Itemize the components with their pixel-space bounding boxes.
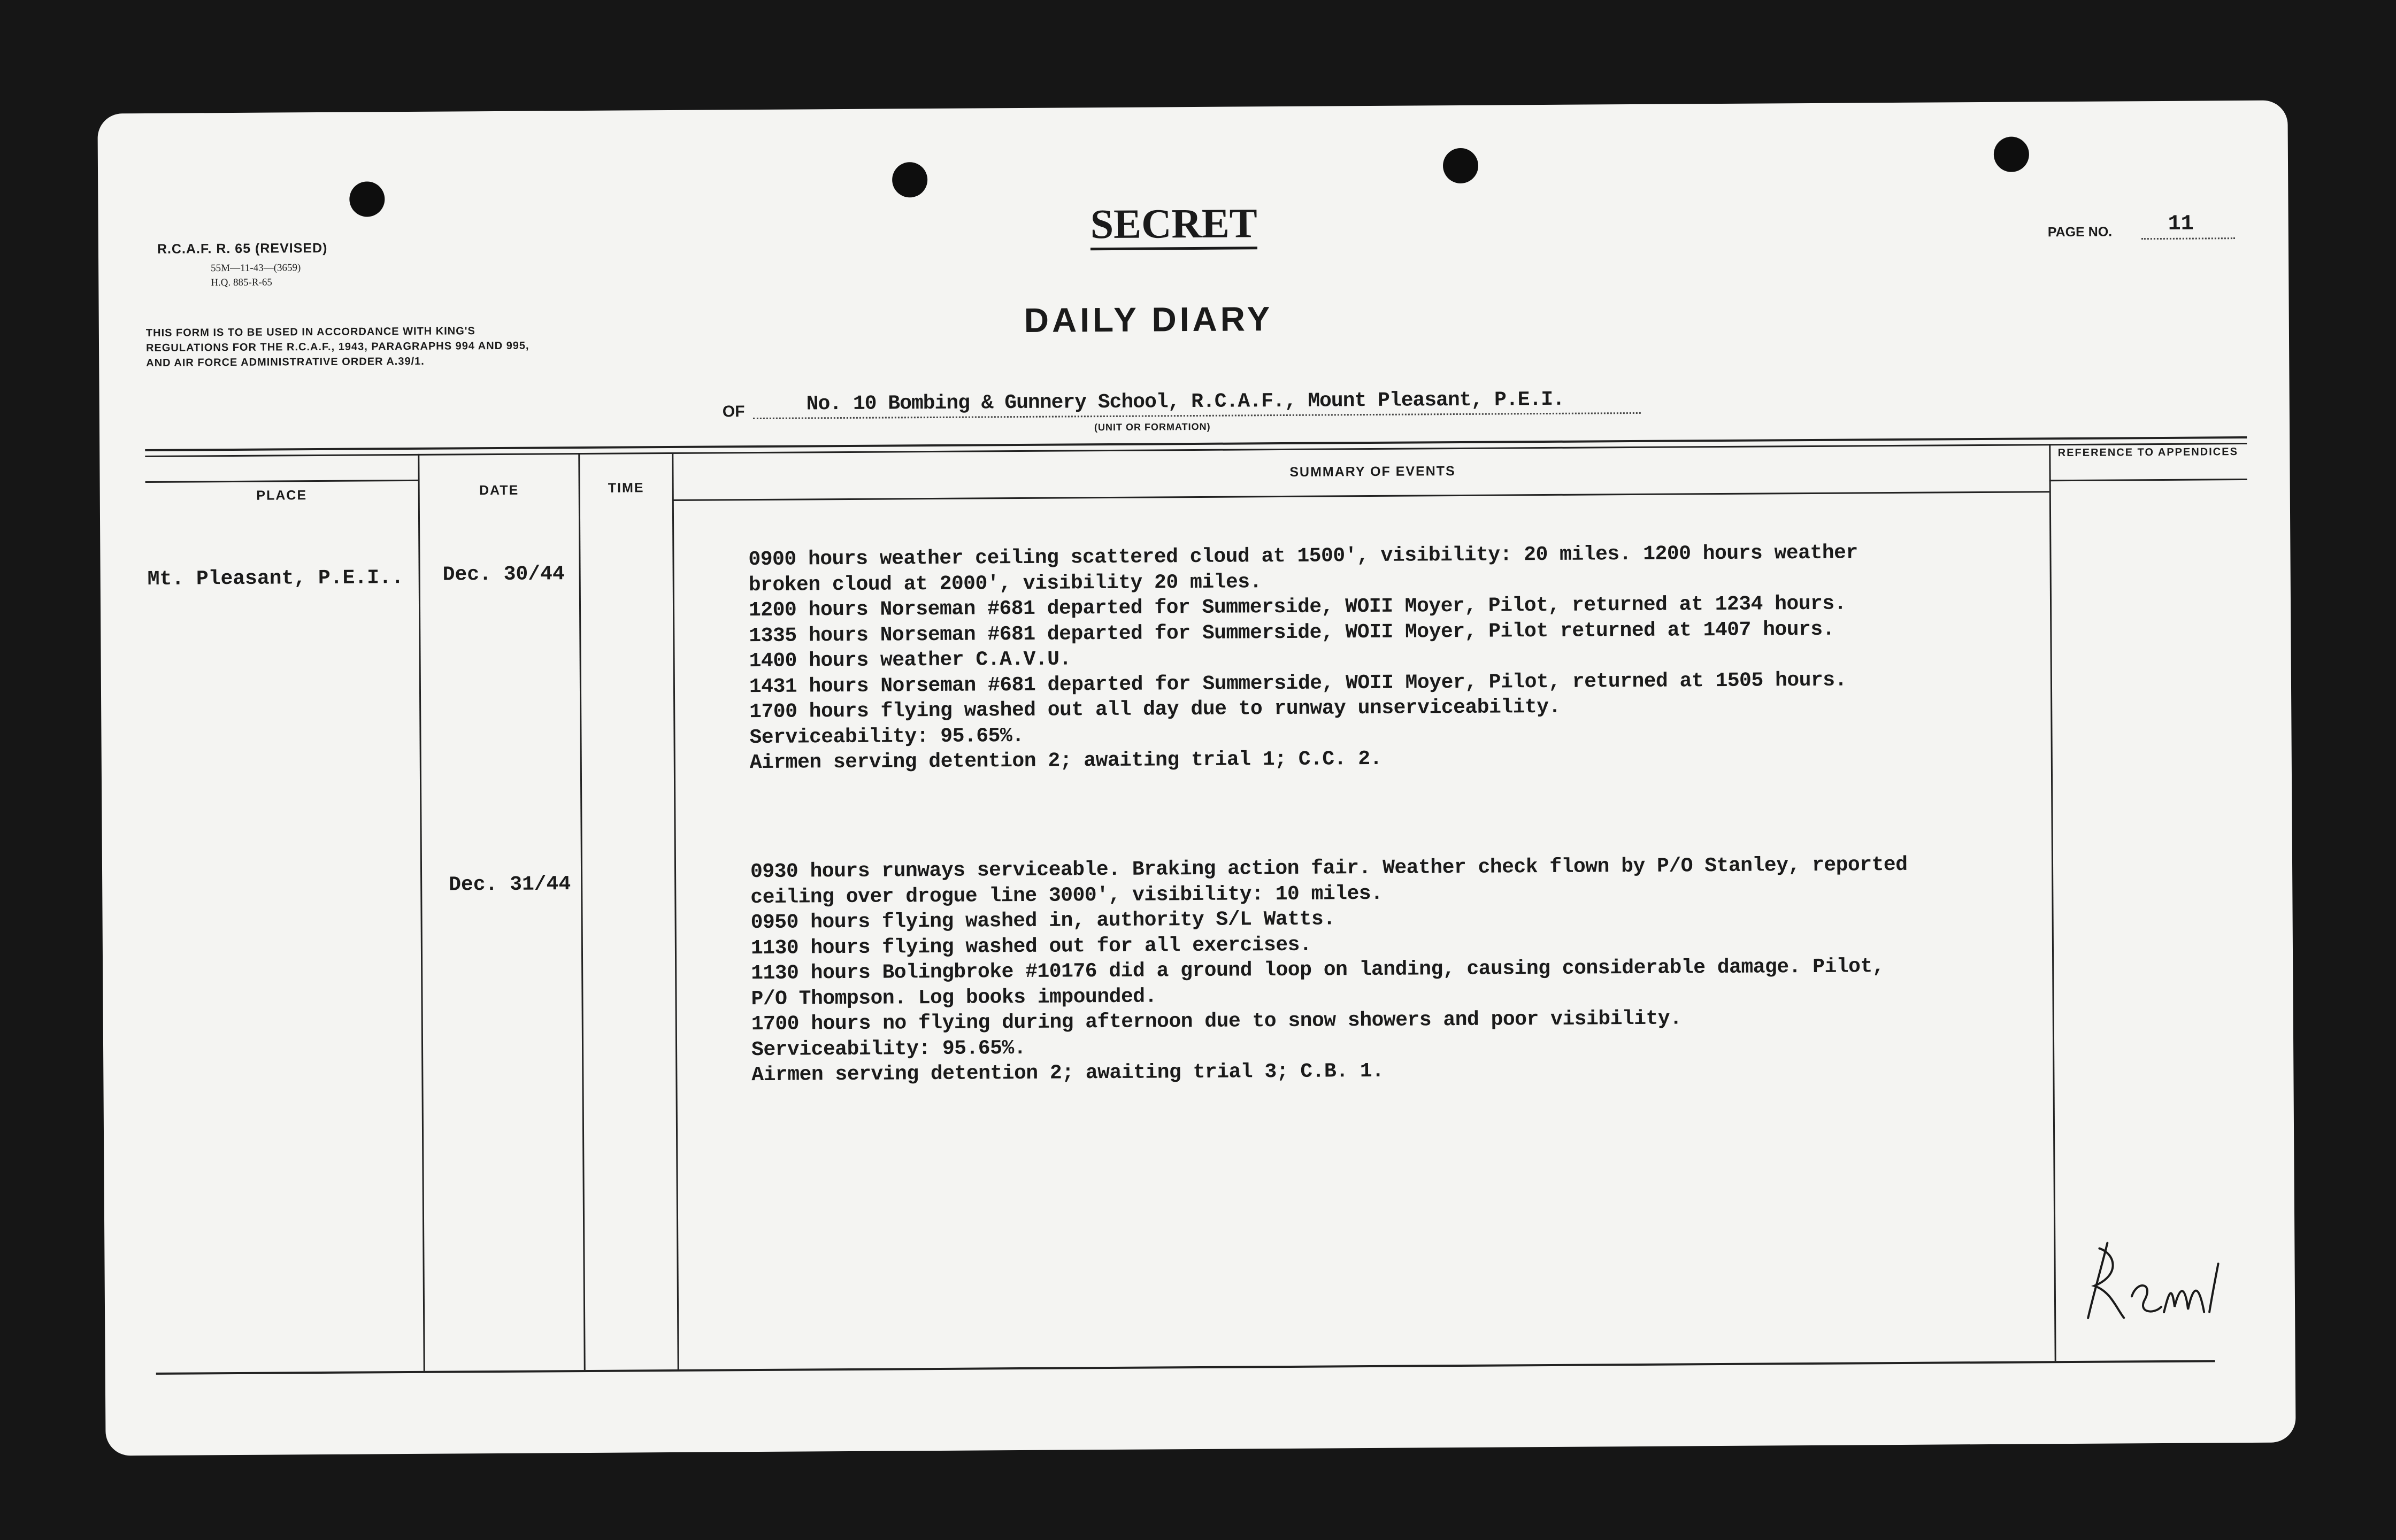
column-header-time: TIME	[608, 480, 644, 496]
summary-line: Serviceability: 95.65%.	[749, 724, 1024, 749]
form-code: 55M—11-43—(3659)	[211, 262, 301, 274]
summary-line: 0900 hours weather ceiling scattered cloud at 1500', visibility: 20 miles. 1200 hours weather	[748, 541, 1858, 572]
summary-line: 0930 hours runways serviceable. Braking action fair. Weather check flown by P/O Stanley, reported	[750, 853, 1908, 884]
unit-name: No. 10 Bombing & Gunnery School, R.C.A.F., Mount Pleasant, P.E.I.	[806, 388, 1565, 416]
page-title: DAILY DIARY	[1024, 299, 1273, 340]
column-header-date: DATE	[479, 482, 519, 498]
handwritten-initials	[2078, 1231, 2233, 1323]
punch-hole	[1994, 136, 2029, 172]
page-number: 11	[2168, 212, 2194, 236]
summary-line: 1130 hours Bolingbroke #10176 did a ground loop on landing, causing considerable damage. Pilot,	[751, 955, 1885, 985]
entry-date: Dec. 30/44	[442, 563, 565, 587]
summary-line: Serviceability: 95.65%.	[751, 1036, 1026, 1061]
summary-line: Airmen serving detention 2; awaiting trial 3; C.B. 1.	[751, 1059, 1384, 1087]
column-header-reference: REFERENCE TO APPENDICES	[2057, 446, 2238, 459]
summary-line: 1431 hours Norseman #681 departed for Summerside, WOII Moyer, Pilot, returned at 1505 hours.	[749, 668, 1847, 698]
column-divider	[578, 453, 585, 1370]
of-label: OF	[722, 403, 745, 421]
summary-line: 1130 hours flying washed out for all exercises.	[750, 933, 1312, 960]
form-regulation-note: THIS FORM IS TO BE USED IN ACCORDANCE WITH KING'S REGULATIONS FOR THE R.C.A.F., 1943, PARAGRAPHS 994 AND 995, AND AIR FORCE ADMINISTRATIVE ORDER A.39/1.	[145, 325, 529, 369]
entry-date: Dec. 31/44	[449, 873, 571, 897]
punch-hole	[1443, 148, 1478, 183]
punch-hole	[349, 181, 385, 217]
summary-line: ceiling over drogue line 3000', visibility: 10 miles.	[750, 882, 1383, 909]
entry-summary	[750, 851, 2121, 1088]
column-header-rule	[2049, 479, 2247, 481]
summary-line: 1700 hours flying washed out all day due to runway unserviceability.	[749, 695, 1561, 724]
summary-line: broken cloud at 2000', visibility 20 miles.	[748, 570, 1262, 597]
form-number: R.C.A.F. R. 65 (REVISED)	[157, 240, 328, 257]
summary-line: 1700 hours no flying during afternoon due to snow showers and poor visibility.	[751, 1007, 1682, 1036]
summary-line: P/O Thompson. Log books impounded.	[751, 984, 1157, 1011]
page-number-label: PAGE NO.	[2047, 224, 2113, 240]
entry-summary	[748, 538, 2119, 775]
summary-line: 1200 hours Norseman #681 departed for Summerside, WOII Moyer, Pilot, returned at 1234 hours.	[748, 592, 1847, 622]
summary-line: 0950 hours flying washed in, authority S/L Watts.	[750, 907, 1335, 935]
classification-heading: SECRET	[1090, 202, 1257, 250]
diary-sheet	[97, 101, 2295, 1456]
footer-rule	[156, 1360, 2215, 1375]
summary-line: 1400 hours weather C.A.V.U.	[749, 648, 1071, 673]
column-header-rule	[672, 491, 2049, 501]
column-header-rule	[145, 480, 418, 483]
summary-line: 1335 hours Norseman #681 departed for Summerside, WOII Moyer, Pilot returned at 1407 hours.	[749, 618, 1835, 648]
unit-caption: (UNIT OR FORMATION)	[1094, 421, 1211, 433]
entry-place: Mt. Pleasant, P.E.I..	[147, 566, 404, 591]
column-header-place: PLACE	[256, 488, 308, 503]
column-divider	[672, 452, 679, 1369]
summary-line: Airmen serving detention 2; awaiting trial 1; C.C. 2.	[749, 747, 1383, 775]
header-rule	[145, 443, 2247, 457]
page-number-line	[2141, 237, 2235, 240]
column-divider	[418, 454, 425, 1371]
punch-hole	[892, 162, 927, 197]
column-header-summary: SUMMARY OF EVENTS	[1289, 464, 1456, 480]
form-code: H.Q. 885-R-65	[211, 276, 272, 289]
